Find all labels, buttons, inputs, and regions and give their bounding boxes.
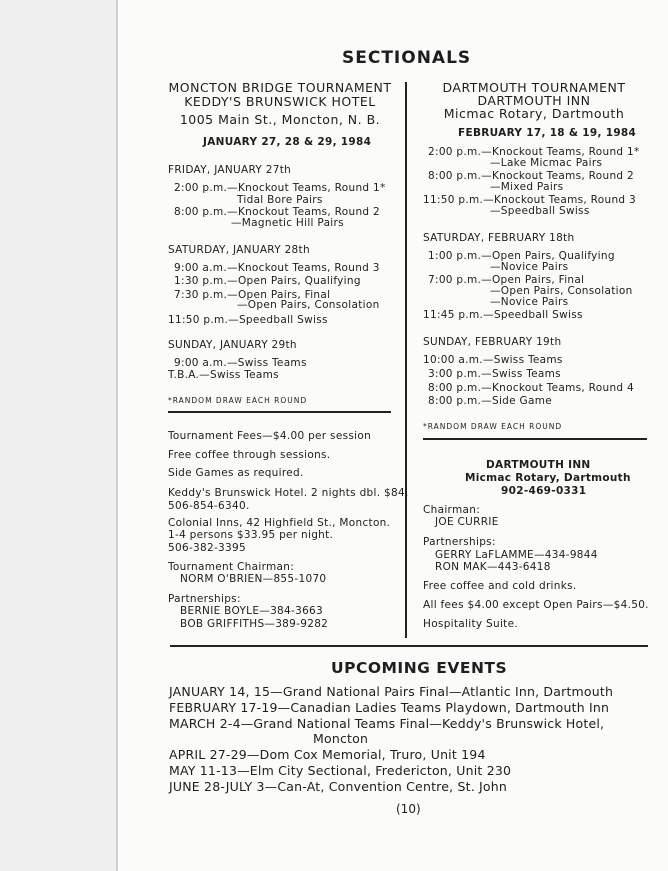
dartmouth-sunday-day: SUNDAY, FEBRUARY 19th bbox=[423, 336, 562, 348]
page-edge bbox=[116, 0, 118, 871]
dartmouth-saturday-line: —Novice Pairs bbox=[490, 261, 569, 273]
dartmouth-footnote: *RANDOM DRAW EACH ROUND bbox=[423, 422, 563, 431]
moncton-divider bbox=[168, 411, 391, 413]
moncton-saturday-line: 9:00 a.m.—Knockout Teams, Round 3 bbox=[174, 262, 380, 274]
dartmouth-phone: 902-469-0331 bbox=[501, 485, 587, 497]
dartmouth-sunday-line: 10:00 a.m.—Swiss Teams bbox=[423, 354, 563, 366]
moncton-partner: BOB GRIFFITHS—389-9282 bbox=[180, 618, 329, 630]
moncton-sunday-line: 9:00 a.m.—Swiss Teams bbox=[174, 357, 307, 369]
upcoming-event: MARCH 2-4—Grand National Teams Final—Keddy's Brunswick Hotel, bbox=[169, 716, 605, 731]
dartmouth-partner: RON MAK—443-6418 bbox=[435, 561, 551, 573]
dartmouth-saturday-line: 7:00 p.m.—Open Pairs, Final bbox=[428, 274, 585, 286]
dartmouth-chair-name: JOE CURRIE bbox=[435, 516, 499, 528]
moncton-chair-label: Tournament Chairman: bbox=[168, 561, 295, 573]
moncton-hotel-1-phone: 506-854-6340. bbox=[168, 500, 250, 512]
upcoming-event: JUNE 28-JULY 3—Can-At, Convention Centre, St. John bbox=[169, 779, 508, 794]
moncton-partners-label: Partnerships: bbox=[168, 593, 241, 605]
dartmouth-hospitality: Hospitality Suite. bbox=[423, 618, 518, 630]
moncton-address: 1005 Main St., Moncton, N. B. bbox=[179, 112, 381, 127]
dartmouth-dates: FEBRUARY 17, 18 & 19, 1984 bbox=[458, 127, 637, 139]
moncton-saturday-line: 7:30 p.m.—Open Pairs, Final bbox=[174, 289, 331, 301]
dartmouth-venue-address: Micmac Rotary, Dartmouth bbox=[465, 472, 631, 484]
moncton-coffee: Free coffee through sessions. bbox=[168, 449, 331, 461]
dartmouth-friday-line: 2:00 p.m.—Knockout Teams, Round 1* bbox=[428, 146, 640, 158]
column-divider bbox=[405, 82, 407, 638]
moncton-hotel-2-phone: 506-382-3395 bbox=[168, 542, 246, 554]
dartmouth-heading-1: DARTMOUTH TOURNAMENT bbox=[442, 80, 626, 95]
moncton-friday-line: 8:00 p.m.—Knockout Teams, Round 2 bbox=[174, 206, 381, 218]
upcoming-event: APRIL 27-29—Dom Cox Memorial, Truro, Unit 194 bbox=[169, 747, 486, 762]
dartmouth-friday-line: —Mixed Pairs bbox=[490, 181, 564, 193]
dartmouth-drinks: Free coffee and cold drinks. bbox=[423, 580, 577, 592]
upcoming-event: JANUARY 14, 15—Grand National Pairs Final—Atlantic Inn, Dartmouth bbox=[169, 684, 614, 699]
moncton-friday-line: —Magnetic Hill Pairs bbox=[231, 217, 344, 229]
dartmouth-saturday-line: —Novice Pairs bbox=[490, 296, 569, 308]
moncton-friday-line: 2:00 p.m.—Knockout Teams, Round 1* bbox=[174, 182, 386, 194]
upcoming-event: MAY 11-13—Elm City Sectional, Fredericton, Unit 230 bbox=[169, 763, 512, 778]
dartmouth-saturday-line: 11:45 p.m.—Speedball Swiss bbox=[423, 309, 583, 321]
dartmouth-saturday-day: SATURDAY, FEBRUARY 18th bbox=[423, 232, 575, 244]
moncton-friday-day: FRIDAY, JANUARY 27th bbox=[168, 164, 292, 176]
moncton-chair-name: NORM O'BRIEN—855-1070 bbox=[180, 573, 327, 585]
dartmouth-sunday-line: 3:00 p.m.—Swiss Teams bbox=[428, 368, 561, 380]
page-title: SECTIONALS bbox=[342, 48, 472, 68]
dartmouth-sunday-line: 8:00 p.m.—Knockout Teams, Round 4 bbox=[428, 382, 635, 394]
dartmouth-partners-label: Partnerships: bbox=[423, 536, 496, 548]
moncton-partner: BERNIE BOYLE—384-3663 bbox=[180, 605, 324, 617]
moncton-saturday-line: 11:50 p.m.—Speedball Swiss bbox=[168, 314, 328, 326]
upcoming-event: FEBRUARY 17-19—Canadian Ladies Teams Playdown, Dartmouth Inn bbox=[169, 700, 610, 715]
moncton-footnote: *RANDOM DRAW EACH ROUND bbox=[168, 396, 308, 405]
moncton-hotel-2-rate: 1-4 persons $33.95 per night. bbox=[168, 529, 334, 541]
dartmouth-friday-line: 11:50 p.m.—Knockout Teams, Round 3 bbox=[423, 194, 636, 206]
moncton-side-games: Side Games as required. bbox=[168, 467, 304, 479]
dartmouth-chair-label: Chairman: bbox=[423, 504, 481, 516]
dartmouth-fees: All fees $4.00 except Open Pairs—$4.50. bbox=[423, 599, 649, 611]
dartmouth-friday-line: —Speedball Swiss bbox=[490, 205, 590, 217]
upcoming-event: Moncton bbox=[313, 731, 369, 746]
moncton-fees: Tournament Fees—$4.00 per session bbox=[168, 430, 372, 442]
moncton-heading-2: KEDDY'S BRUNSWICK HOTEL bbox=[184, 94, 376, 109]
moncton-sunday-day: SUNDAY, JANUARY 29th bbox=[168, 339, 297, 351]
dartmouth-venue: DARTMOUTH INN bbox=[486, 459, 591, 471]
dartmouth-friday-line: 8:00 p.m.—Knockout Teams, Round 2 bbox=[428, 170, 635, 182]
moncton-dates: JANUARY 27, 28 & 29, 1984 bbox=[203, 136, 372, 148]
section-divider bbox=[170, 645, 648, 647]
moncton-hotel-1: Keddy's Brunswick Hotel. 2 nights dbl. $84. bbox=[168, 487, 409, 499]
dartmouth-saturday-line: —Open Pairs, Consolation bbox=[490, 285, 633, 297]
moncton-saturday-day: SATURDAY, JANUARY 28th bbox=[168, 244, 310, 256]
dartmouth-friday-line: —Lake Micmac Pairs bbox=[490, 157, 603, 169]
page-number: (10) bbox=[396, 802, 421, 816]
moncton-saturday-line: —Open Pairs, Consolation bbox=[237, 299, 380, 311]
moncton-heading-1: MONCTON BRIDGE TOURNAMENT bbox=[168, 80, 392, 95]
moncton-saturday-line: 1:30 p.m.—Open Pairs, Qualifying bbox=[174, 275, 361, 287]
moncton-friday-line: Tidal Bore Pairs bbox=[237, 194, 323, 206]
moncton-sunday-line: T.B.A.—Swiss Teams bbox=[168, 369, 279, 381]
dartmouth-heading-2: DARTMOUTH INN bbox=[477, 93, 591, 108]
dartmouth-divider bbox=[423, 438, 647, 440]
moncton-hotel-2: Colonial Inns, 42 Highfield St., Moncton. bbox=[168, 517, 391, 529]
dartmouth-address: Micmac Rotary, Dartmouth bbox=[443, 106, 625, 121]
upcoming-title: UPCOMING EVENTS bbox=[331, 659, 508, 677]
dartmouth-saturday-line: 1:00 p.m.—Open Pairs, Qualifying bbox=[428, 250, 615, 262]
dartmouth-sunday-line: 8:00 p.m.—Side Game bbox=[428, 395, 552, 407]
dartmouth-partner: GERRY LaFLAMME—434-9844 bbox=[435, 549, 598, 561]
